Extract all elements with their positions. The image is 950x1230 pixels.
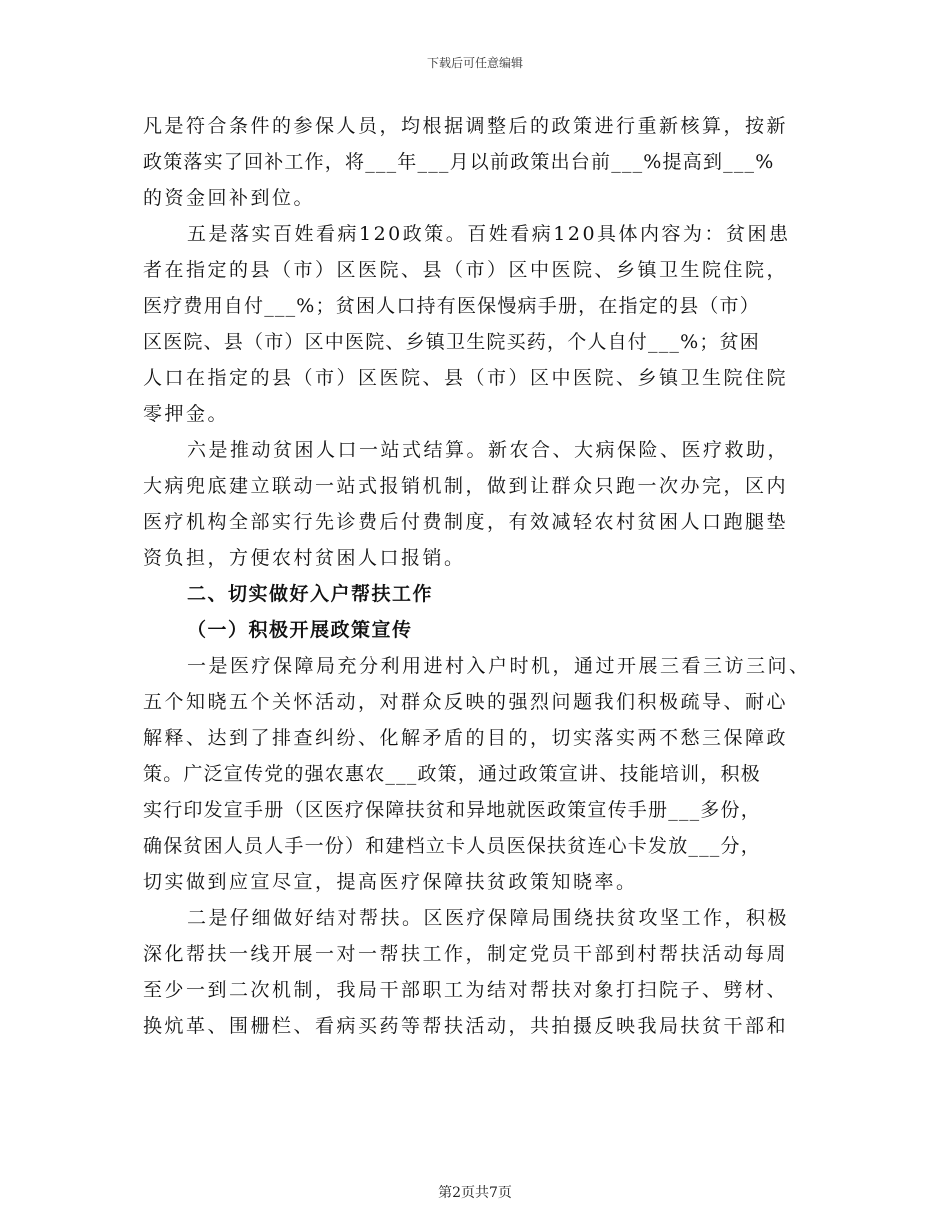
- paragraph-line: 深化帮扶一线开展一对一帮扶工作，制定党员干部到村帮扶活动每周: [143, 943, 789, 965]
- paragraph-line: 策。广泛宣传党的强农惠农___政策，通过政策宣讲、技能培训，积极: [143, 763, 761, 785]
- paragraph-line: 医疗机构全部实行先诊费后付费制度，有效减轻农村贫困人口跑腿垫: [143, 511, 789, 533]
- paragraph-line: 实行印发宣手册（区医疗保障扶贫和异地就医政策宣传手册___多份，: [143, 799, 761, 821]
- paragraph-line: 资负担，方便农村贫困人口报销。: [143, 547, 466, 569]
- paragraph-line: 换炕革、围栅栏、看病买药等帮扶活动，共拍摄反映我局扶贫干部和: [143, 1015, 789, 1037]
- paragraph-line: 六是推动贫困人口一站式结算。新农合、大病保险、医疗救助，: [187, 439, 790, 461]
- paragraph-line: 一是医疗保障局充分利用进村入户时机，通过开展三看三访三问、: [187, 655, 811, 677]
- paragraph-line: 凡是符合条件的参保人员，均根据调整后的政策进行重新核算，按新: [143, 115, 789, 137]
- paragraph-line: 人口在指定的县（市）区医院、县（市）区中医院、乡镇卫生院住院: [143, 367, 789, 389]
- paragraph-line: 医疗费用自付___%；贫困人口持有医保慢病手册，在指定的县（市）: [143, 295, 760, 317]
- paragraph-line: 切实做到应宣尽宣，提高医疗保障扶贫政策知晓率。: [143, 871, 638, 893]
- page-number-footer: 第2页共7页: [438, 1185, 512, 1201]
- section-heading: 二、切实做好入户帮扶工作: [187, 583, 434, 605]
- paragraph-line: 五是落实百姓看病120政策。百姓看病120具体内容为：贫困患: [187, 223, 791, 245]
- paragraph-line: 五个知晓五个关怀活动，对群众反映的强烈问题我们积极疏导、耐心: [143, 691, 789, 713]
- paragraph-line: 二是仔细做好结对帮扶。区医疗保障局围绕扶贫攻坚工作，积极: [187, 907, 790, 929]
- page-header-note: 下载后可任意编辑: [426, 56, 523, 70]
- paragraph-line: 区医院、县（市）区中医院、乡镇卫生院买药，个人自付___%；贫困: [143, 331, 760, 353]
- subsection-heading: （一）积极开展政策宣传: [187, 619, 413, 641]
- paragraph-line: 解释、达到了排查纠纷、化解矛盾的目的，切实落实两不愁三保障政: [143, 727, 789, 749]
- paragraph-line: 者在指定的县（市）区医院、县（市）区中医院、乡镇卫生院住院，: [143, 259, 789, 281]
- paragraph-line: 大病兜底建立联动一站式报销机制，做到让群众只跑一次办完，区内: [143, 475, 789, 497]
- paragraph-line: 确保贫困人员人手一份）和建档立卡人员医保扶贫连心卡发放___分，: [143, 835, 761, 857]
- paragraph-line: 零押金。: [143, 403, 230, 425]
- paragraph-line: 政策落实了回补工作，将___年___月以前政策出台前___%提高到___%: [143, 151, 775, 173]
- paragraph-line: 的资金回补到位。: [143, 187, 316, 209]
- paragraph-line: 至少一到二次机制，我局干部职工为结对帮扶对象打扫院子、劈材、: [143, 979, 789, 1001]
- document-body: [143, 108, 811, 1044]
